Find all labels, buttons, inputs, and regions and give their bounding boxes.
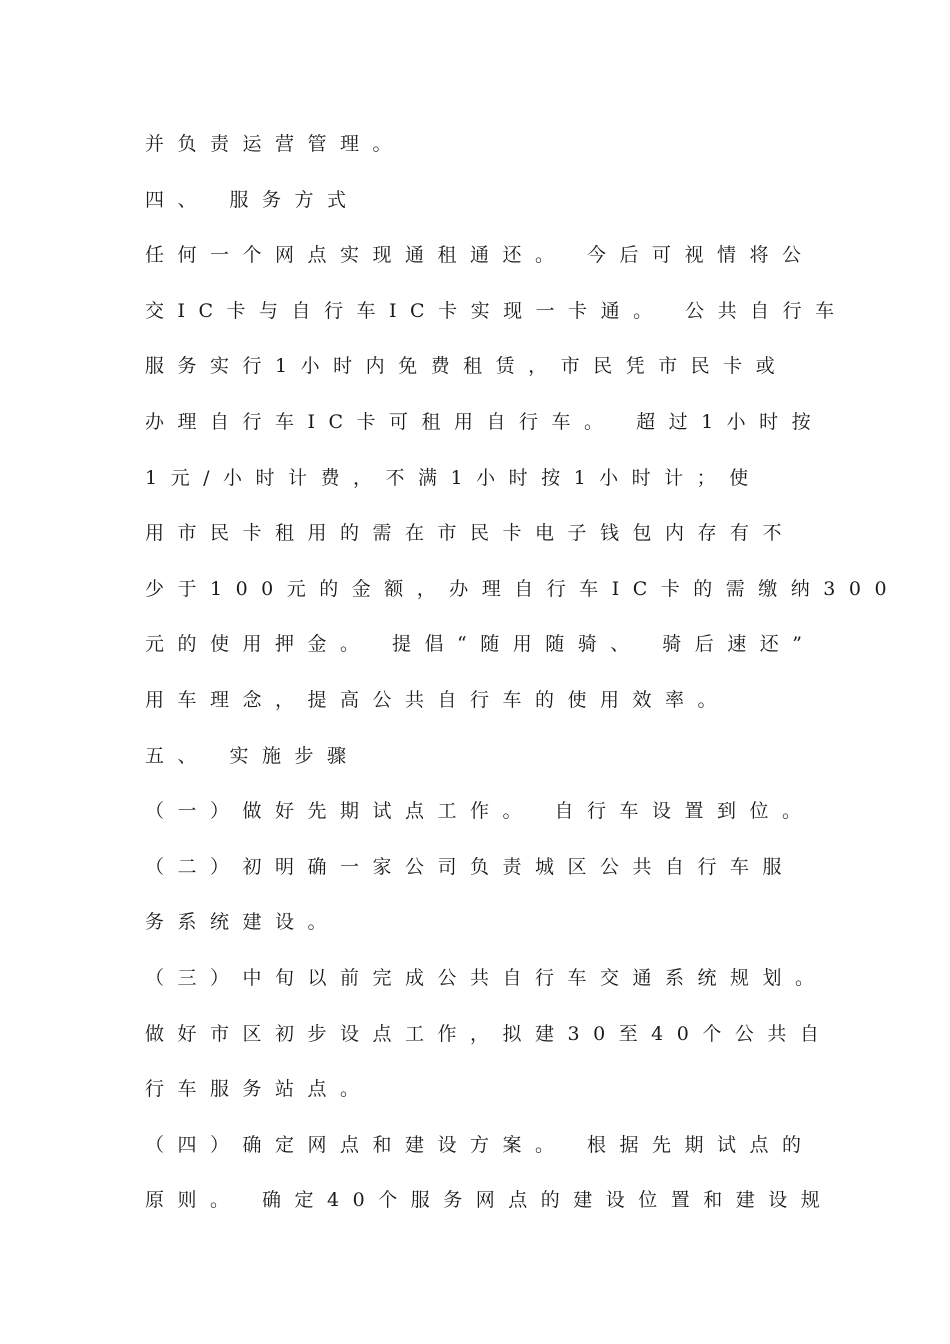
- text-line: 原则。 确定40个服务网点的建设位置和建设规: [145, 1189, 834, 1212]
- text-line: 行车服务站点。: [145, 1078, 373, 1101]
- text-line: 1元/小时计费，不满1小时按1小时计；使: [145, 466, 762, 489]
- text-line: （四）确定网点和建设方案。 根据先期试点的: [145, 1133, 815, 1156]
- text-line: 元的使用押金。 提倡“随用随骑、 骑后速还”: [145, 633, 816, 656]
- text-line: 用车理念，提高公共自行车的使用效率。: [145, 688, 731, 711]
- text-line: （一）做好先期试点工作。 自行车设置到位。: [145, 800, 815, 823]
- text-line: 任何一个网点实现通租通还。 今后可视情将公: [145, 244, 815, 267]
- text-line: （二）初明确一家公司负责城区公共自行车服: [145, 855, 796, 878]
- section-heading: 四、 服务方式: [145, 188, 360, 211]
- text-line: 交IC卡与自行车IC卡实现一卡通。 公共自行车: [145, 299, 848, 322]
- document-body: [145, 117, 901, 1229]
- text-line: 服务实行1小时内免费租赁，市民凭市民卡或: [145, 355, 789, 378]
- text-line: 做好市区初步设点工作，拟建30至40个公共自: [145, 1022, 833, 1045]
- text-line: 办理自行车IC卡可租用自行车。 超过1小时按: [145, 410, 825, 433]
- text-line: （三）中旬以前完成公共自行车交通系统规划。: [145, 966, 828, 989]
- text-line: 务系统建设。: [145, 911, 341, 934]
- text-line: 少于100元的金额，办理自行车IC卡的需缴纳300: [145, 577, 901, 600]
- text-line: 用市民卡租用的需在市民卡电子钱包内存有不: [145, 522, 796, 545]
- section-heading: 五、 实施步骤: [145, 744, 360, 767]
- text-line: 并负责运营管理。: [145, 133, 406, 155]
